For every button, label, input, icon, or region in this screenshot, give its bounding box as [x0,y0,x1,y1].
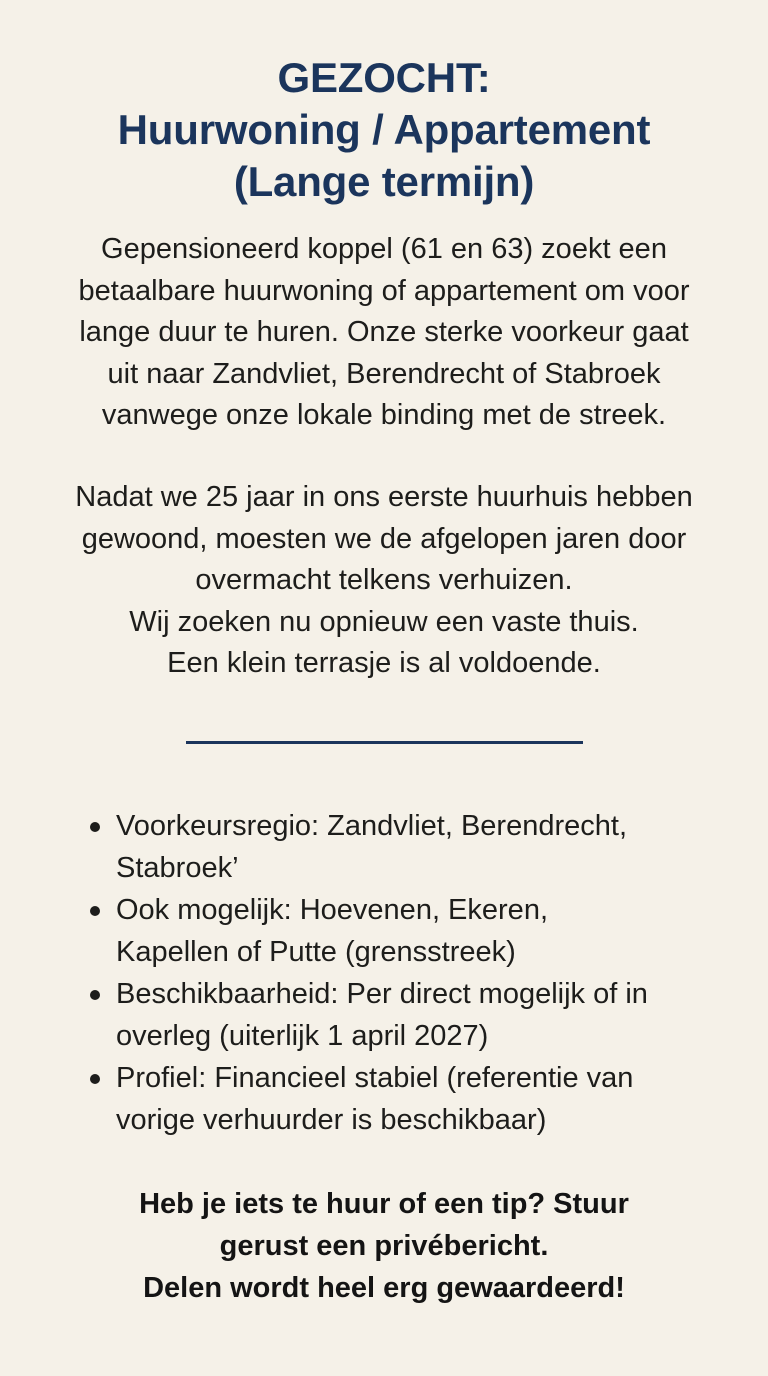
story-line: Wij zoeken nu opnieuw een vaste thuis. [129,605,639,638]
intro-line: betaalbare huurwoning of appartement om voor [78,274,690,307]
title-line: Huurwoning / Appartement [117,106,651,153]
detail-item-region [86,805,726,889]
closing-call-to-action [0,1183,768,1309]
poster-title [0,52,768,208]
title-line: GEZOCHT: [277,54,491,101]
title-line: (Lange termijn) [233,158,535,205]
bullet-icon [90,906,100,916]
detail-line: vorige verhuurder is beschikbaar) [116,1104,547,1136]
intro-line: lange duur te huren. Onze sterke voorkeur gaat [79,316,689,348]
story-paragraph [30,477,738,685]
closing-line: Delen wordt heel erg gewaardeerd! [143,1272,625,1304]
bullet-icon [90,990,100,1000]
detail-item-availability [86,973,726,1057]
detail-line: overleg (uiterlijk 1 april 2027) [116,1020,489,1052]
details-list [86,805,726,1141]
detail-line: Stabroek’ [116,852,239,884]
bullet-icon [90,822,100,832]
closing-line: gerust een privébericht. [219,1230,549,1262]
detail-line: Ook mogelijk: Hoevenen, Ekeren, [116,894,548,926]
story-line: Nadat we 25 jaar in ons eerste huurhuis hebben [75,481,693,513]
section-divider [186,741,583,744]
closing-line: Heb je iets te huur of een tip? Stuur [139,1188,629,1220]
detail-line: Profiel: Financieel stabiel (referentie van [116,1062,634,1094]
detail-line: Voorkeursregio: Zandvliet, Berendrecht, [116,810,627,842]
detail-item-alternatives [86,889,726,973]
story-line: Een klein terrasje is al voldoende. [167,647,601,679]
detail-line: Beschikbaarheid: Per direct mogelijk of in [116,978,648,1010]
intro-line: Gepensioneerd koppel (61 en 63) zoekt een [101,233,667,265]
intro-paragraph [30,229,738,437]
intro-line: uit naar Zandvliet, Berendrecht of Stabroek [107,357,661,390]
story-line: gewoond, moesten we de afgelopen jaren door [81,522,687,555]
detail-line: Kapellen of Putte (grensstreek) [116,936,516,968]
detail-item-profile [86,1057,726,1141]
bullet-icon [90,1074,100,1084]
story-line: overmacht telkens verhuizen. [195,564,573,596]
intro-line: vanwege onze lokale binding met de streek. [101,399,667,431]
